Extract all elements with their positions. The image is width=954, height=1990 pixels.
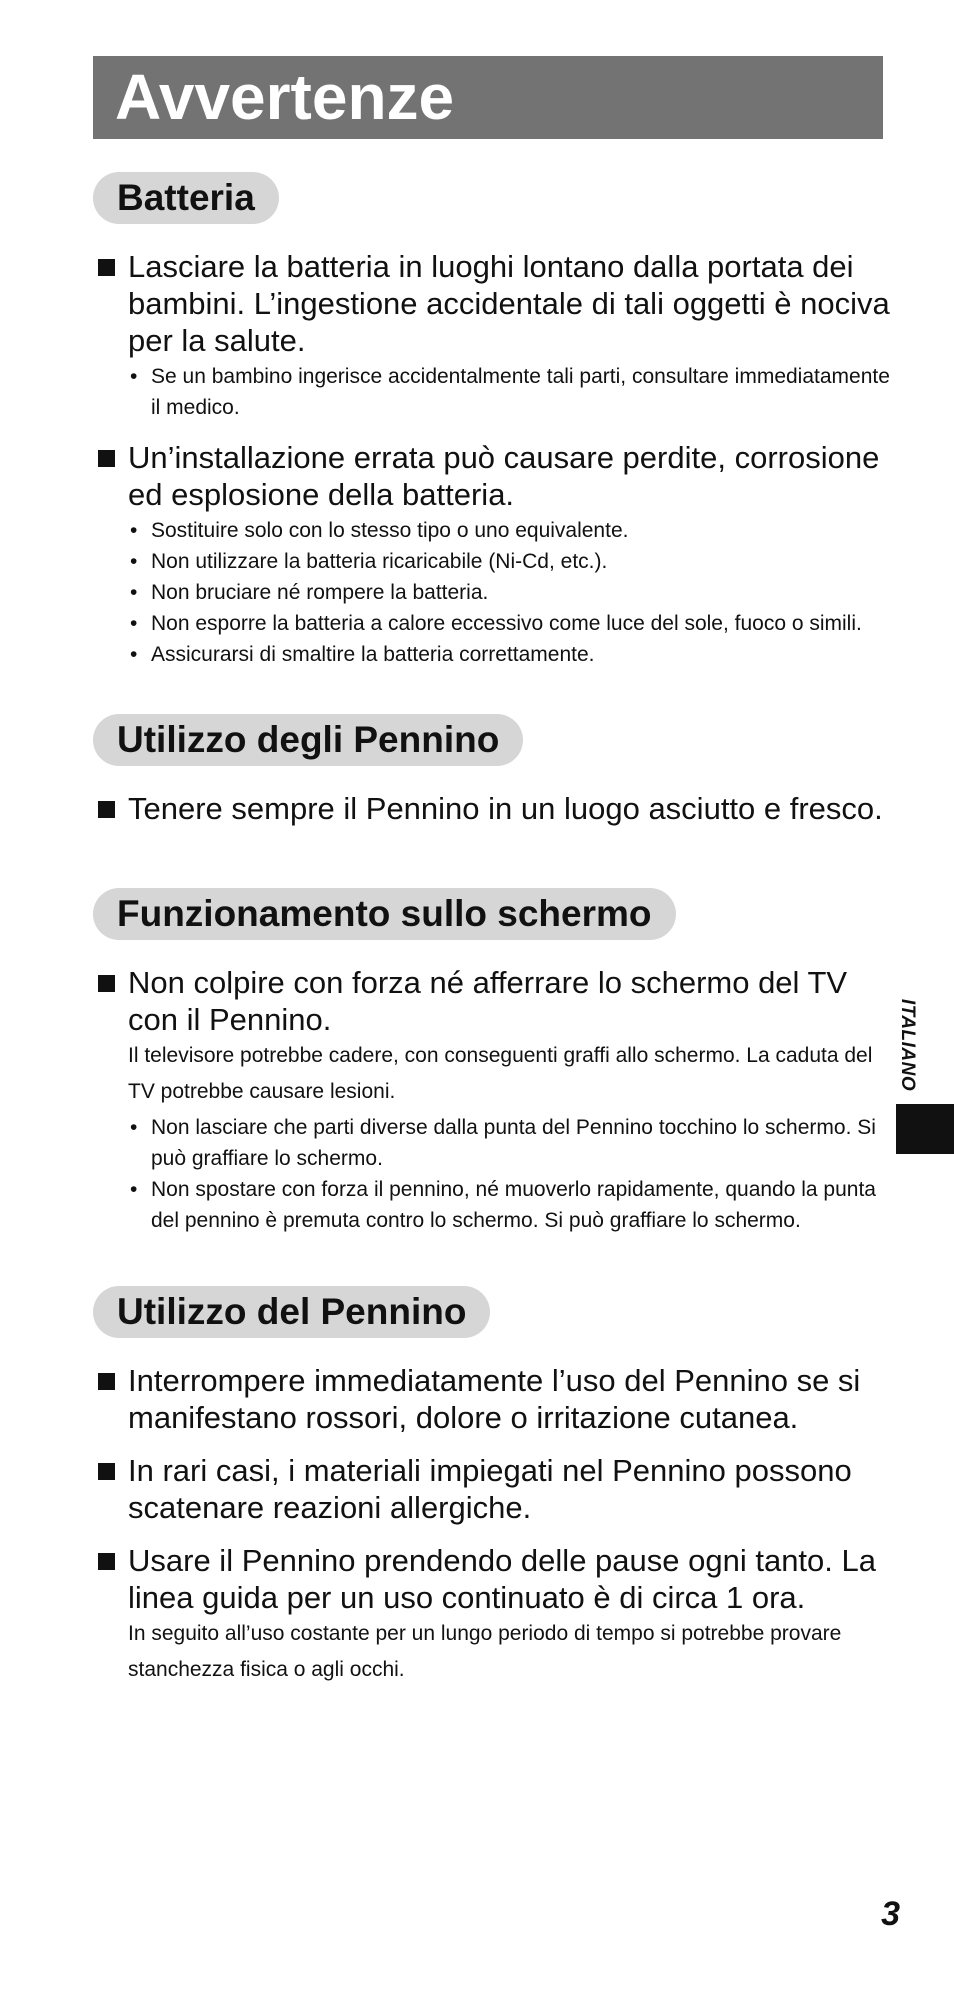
item-title: In rari casi, i materiali impiegati nel Pennino possono scatenare reazioni allergiche.: [128, 1453, 852, 1525]
section-funzionamento-schermo: [93, 888, 893, 1252]
language-tab-marker: [896, 1104, 954, 1154]
bullet-dot-icon: •: [130, 612, 138, 635]
sub-bullet-item: • Non lasciare che parti diverse dalla punta del Pennino tocchino lo schermo. Si può graffiare lo schermo.: [128, 1112, 893, 1174]
sub-bullet-item: • Assicurarsi di smaltire la batteria correttamente.: [128, 639, 893, 670]
section-heading: Funzionamento sullo schermo: [93, 888, 676, 940]
item-title: Usare il Pennino prendendo delle pause ogni tanto. La linea guida per un uso continuato è di circa 1 ora.: [128, 1543, 876, 1615]
list-item: [93, 1452, 893, 1526]
sub-bullet-list: [128, 1112, 893, 1236]
square-bullet-icon: [98, 1463, 115, 1480]
section-utilizzo-del-pennino: [93, 1286, 893, 1704]
item-title: Non colpire con forza né afferrare lo schermo del TV con il Pennino.: [128, 965, 848, 1037]
list-item: [93, 248, 893, 423]
sub-bullet-item: • Se un bambino ingerisce accidentalmente tali parti, consultare immediatamente il medico.: [128, 361, 893, 423]
square-bullet-icon: [98, 259, 115, 276]
section-heading: Utilizzo del Pennino: [93, 1286, 490, 1338]
bullet-dot-icon: •: [130, 1116, 138, 1139]
square-bullet-icon: [98, 801, 115, 818]
language-label: ITALIANO: [897, 998, 918, 1092]
item-title: Un’installazione errata può causare perdite, corrosione ed esplosione della batteria.: [128, 440, 880, 512]
item-title: Lasciare la batteria in luoghi lontano dalla portata dei bambini. L’ingestione accidentale di tali oggetti è nociva per la salute.: [128, 249, 890, 358]
bullet-dot-icon: •: [130, 643, 138, 666]
list-item: [93, 790, 893, 827]
sub-bullet-list: [128, 361, 893, 423]
section-utilizzo-degli-pennino: [93, 714, 893, 843]
bullet-dot-icon: •: [130, 550, 138, 573]
sub-bullet-list: [128, 515, 893, 670]
square-bullet-icon: [98, 975, 115, 992]
item-note: Il televisore potrebbe cadere, con conseguenti graffi allo schermo. La caduta del TV potrebbe causare lesioni.: [128, 1044, 873, 1103]
sub-bullet-item: • Non esporre la batteria a calore eccessivo come luce del sole, fuoco o simili.: [128, 608, 893, 639]
sub-bullet-item: • Non utilizzare la batteria ricaricabile (Ni-Cd, etc.).: [128, 546, 893, 577]
list-item: [93, 964, 893, 1236]
item-title: Tenere sempre il Pennino in un luogo asciutto e fresco.: [128, 791, 883, 826]
item-title: Interrompere immediatamente l’uso del Pennino se si manifestano rossori, dolore o irritazione cutanea.: [128, 1363, 861, 1435]
sub-bullet-item: • Non bruciare né rompere la batteria.: [128, 577, 893, 608]
bullet-dot-icon: •: [130, 581, 138, 604]
item-note: In seguito all’uso costante per un lungo periodo di tempo si potrebbe provare stanchezza fisica o agli occhi.: [128, 1622, 842, 1681]
page-title: Avvertenze: [93, 56, 883, 139]
sub-bullet-item: • Sostituire solo con lo stesso tipo o uno equivalente.: [128, 515, 893, 546]
list-item: [93, 1362, 893, 1436]
square-bullet-icon: [98, 1553, 115, 1570]
bullet-dot-icon: •: [130, 1178, 138, 1201]
bullet-dot-icon: •: [130, 519, 138, 542]
section-heading: Utilizzo degli Pennino: [93, 714, 523, 766]
square-bullet-icon: [98, 1373, 115, 1390]
page-number: 3: [881, 1895, 900, 1933]
sub-bullet-item: • Non spostare con forza il pennino, né muoverlo rapidamente, quando la punta del pennino è premuta contro lo schermo. Si può graffiare lo schermo.: [128, 1174, 893, 1236]
section-heading: Batteria: [93, 172, 279, 224]
square-bullet-icon: [98, 450, 115, 467]
list-item: [93, 439, 893, 670]
bullet-dot-icon: •: [130, 365, 138, 388]
section-batteria: [93, 172, 893, 686]
list-item: [93, 1542, 893, 1688]
